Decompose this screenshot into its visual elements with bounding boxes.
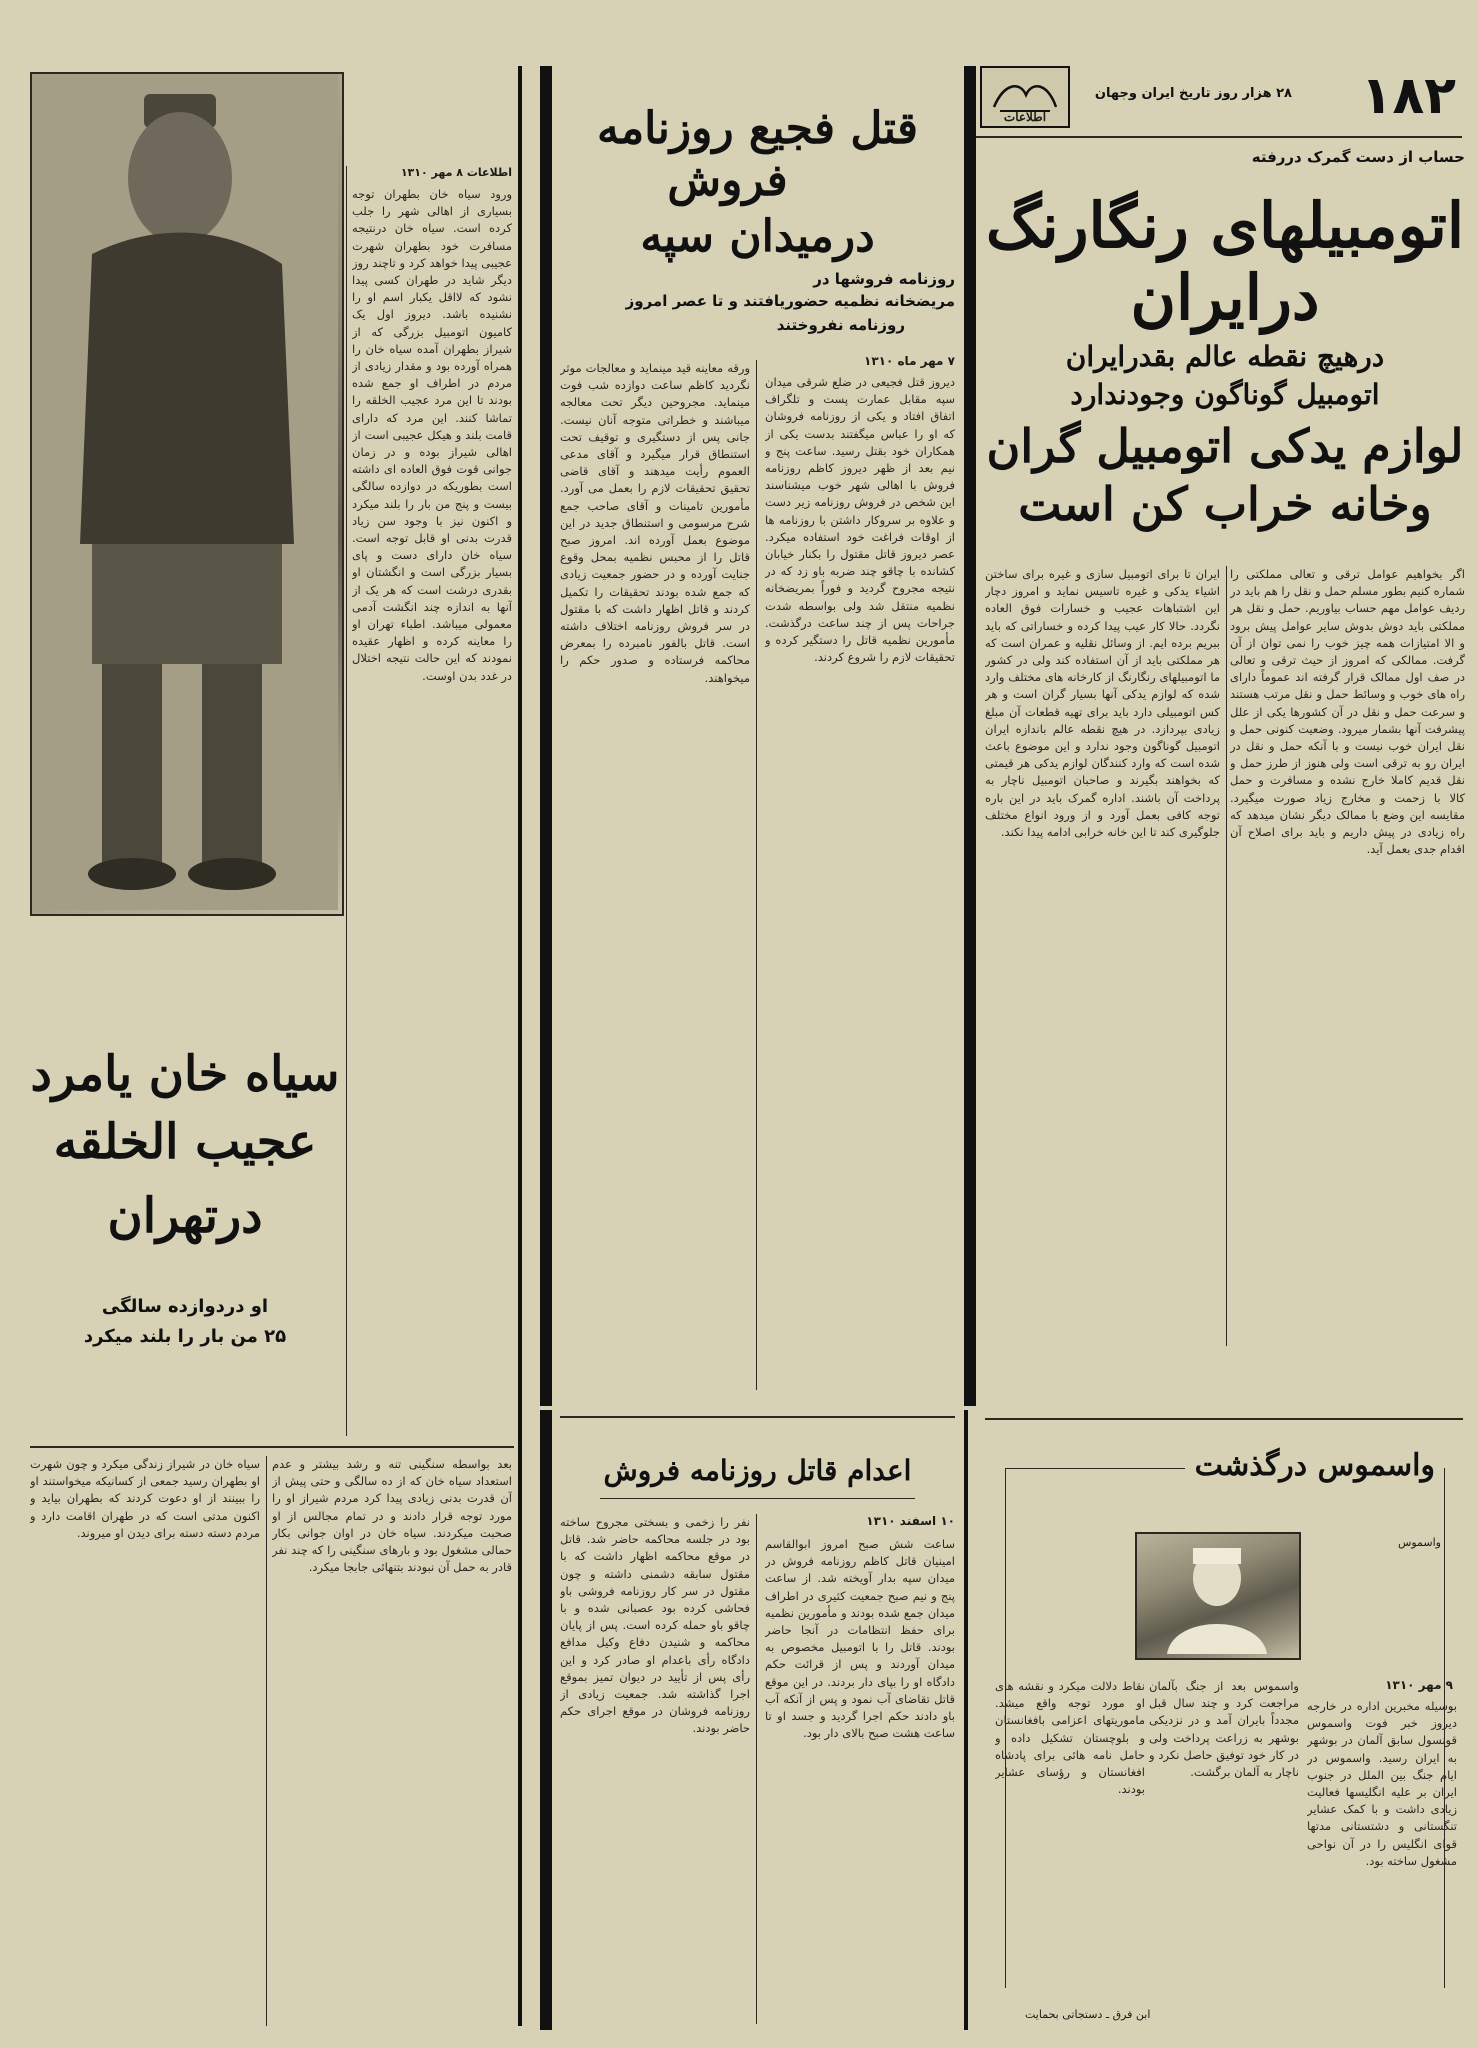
cars-column-2: ایران تا برای اتومبیل سازی و غیره برای ساختن اشیاء یدکی و غیره تاسیس نماید و امروز دچار این اشتباهات عجیب و خسارات فوق العاده نگردد. حالا کار عیب پیدا کرده و خساراتی که باید ببریم برده ایم. از وسائل نقلیه و عمران است که هر مملکتی باید از آن استفاده کند ولی در کشور ما اتومبیلهای رنگارنگ از کارخانه های مختلف وارد شده که لوازم یدکی آنها بسیار گران است و هر کس اتومبیلی دارد باید برای تهیه قطعات آن مبلغ زیادی بپردازد. در هیچ نقطه عالم باندازه ایران اتومبیل گوناگون وجود ندارد و این موضوع باعث شده است که وارد کنندگان لوازم یدکی هر قیمتی که بخواهند بگیرند و صاحبان اتومبیل ناچار به پرداخت آن باشند. اداره گمرک باید در این باره توجه کافی بعمل آورد و از ورود انواع مختلف جلوگیری کند تا این خانه خرابی ادامه پیدا نکند.: [985, 567, 1220, 840]
murder-column-a: دیروز قتل فجیعی در ضلع شرقی میدان سپه مقابل عمارت پست و تلگراف اتفاق افتاد و یکی از روزنامه فروشان که او را عباس میگفتند بدست یکی از همکاران خود بقتل رسید. ساعت پنج و نیم بعد از ظهر دیروز کاظم روزنامه فروش با اهالی شهر خوب میشناسند این شخص در فروش روزنامه زیر دست و علاوه بر سروکار داشتن با روزنامه ها از اوقات فراغت خود استفاده میکرد. عصر دیروز قاتل مقتول را بکنار خیابان کشانده با چاقو چند ضربه باو زد که در نتیجه مجروح گردید و فوراً بمریضخانه نظمیه منتقل شد ولی بواسطه شدت جراحات پس از چند ساعت درگذشت. مأمورین نظمیه قاتل را دستگیر کرده و تحقیقات لازم را شروع کردند.: [765, 375, 955, 665]
wassmuss-title: واسموس درگذشت: [1185, 1446, 1445, 1486]
execution-title: اعدام قاتل روزنامه فروش: [603, 1454, 912, 1487]
wassmuss-dateline: ۹ مهر ۱۳۱۰: [1385, 1678, 1453, 1692]
siyah-khan-dateline: اطلاعات ۸ مهر ۱۳۱۰: [400, 166, 512, 179]
murder-deck-1: روزنامه فروشها در: [813, 270, 955, 288]
murder-column-b-top: ورقه معاینه قید مینماید و معالجات موثر نگردید کاظم ساعت دوازده شب فوت مینماید. مجروحین دیگر تحت معالجه میباشند و خطراتی متوجه آنان نیست. جانی پس از دستگیری و توقیف تحت استنطاق قرار میگیرد و آقای مدعی العموم رأیت میدهند و آقای قاضی تحقیق تحقیقات لازم را بعمل می آورد. مأمورین تامینات و آقای صاحب جمع شرح مرسومی و استنطاق جدید در این موضوع بعمل آورده اند. امروز صبح قاتل را از محبس نظمیه بمحل وقوع جنایت آورده و در حضور جمعیت زیادی که جمع شده بودند تحقیقات را تکمیل کردند و قاتل اظهار داشت که با مقتول در سر فروش روزنامه اختلاف داشته است. قاتل بالفور نامبرده را بمعرض محاکمه فرستاده و صدور حکم را میخواهند.: [560, 361, 750, 685]
murder-deck-2: مریضخانه نظمیه حضوریافتند و تا عصر امروز: [625, 292, 955, 310]
murder-title-line3: درمیدان سپه: [640, 211, 875, 262]
murder-title-line2: فروش: [667, 155, 788, 206]
article-wassmuss: [985, 1428, 1465, 2028]
page-number: ۱۸۲: [1360, 66, 1456, 126]
execution-dateline: ۱۰ اسفند ۱۳۱۰: [866, 1514, 955, 1528]
newspaper-logo: [980, 66, 1070, 128]
portrait-figure-icon: [1137, 1534, 1295, 1654]
siyah-khan-title-line3: درتهران: [107, 1188, 263, 1244]
article-execution: [560, 1420, 955, 2030]
wassmuss-column-a: بوسیله مخبرین اداره در خارجه دیروز خبر فوت واسموس قونسول سابق آلمان در بوشهر به ایران رسید. واسموس در ایام جنگ بین الملل در جنوب ایران بر علیه انگلیسها فعالیت زیادی داشت و با کمک عشایر تنگستانی و دشتستانی مدتها قوای انگلیس را در آن نواحی مشغول ساخته بود.: [1307, 1699, 1457, 1868]
siyah-khan-column-top: ورود سیاه خان بطهران توجه بسیاری از اهالی شهر را جلب کرده است. سیاه خان درنتیجه مسافرت خود بطهران شهرت عجیبی پیدا خواهد کرد و تاچند روز دیگر شاید در طهران کسی پیدا نشود که لااقل یکبار اسم او را نشنیده باشد. دیروز اول یک کامیون اتومبیل بزرگی که از شیراز بطهران آمده سیاه خان را همراه آورده بود و مقدار زیادی از مردم در اطراف او جمع شده بودند تا این مرد عجیب الخلقه را تماشا کنند. این مرد که دارای قامت بلند و هیکل عجیبی است از اهالی شیراز بوده و در زمان جوانی قوت فوق العاده ای داشته است بطوریکه در دوازده سالگی بیست و پنج من بار را بلند میکرد و اکنون نیز با وجود سن زیاد قدرت بدنی او قابل توجه است. سیاه خان دارای دست و پای بسیار بزرگی است و انگشتان او بقدری درشت است که هر یک از آنها به اندازه چند انگشت آدمی معمولی میباشد. اطباء تهران او را معاینه کرده و اظهار عقیده نمودند که این حالت نتیجه اختلال در غدد بدن اوست.: [352, 187, 512, 683]
cars-kicker: حساب از دست گمرک دررفته: [1251, 148, 1465, 166]
cars-subtitle-1: درهیچ نقطه عالم بقدرایران: [1065, 340, 1385, 373]
murder-dateline: ۷ مهر ماه ۱۳۱۰: [864, 354, 955, 368]
cars-title-line1: اتومبیلهای رنگارنگ: [985, 189, 1465, 262]
series-title: ۲۸ هزار روز تاریخ ایران وجهان: [1094, 86, 1292, 101]
siyah-khan-title-line2: عجیب الخلقه: [53, 1114, 317, 1170]
wassmuss-column-b: واسموس بعد از جنگ بآلمان مراجعت کرد و چند سال قبل مجدداً بایران آمد و در نزدیکی بوشهر به زراعت پرداخت ولی در کار خود توفیق حاصل نکرد و ناچار به آلمان برگشت.: [1149, 1679, 1299, 1780]
siyah-khan-title-line1: سیاه خان یامرد: [30, 1046, 340, 1102]
logo-text: اطلاعات: [1003, 110, 1047, 124]
siyah-khan-sub-2: ۲۵ من بار را بلند میکرد: [83, 1326, 287, 1347]
wassmuss-photo-caption: واسموس: [1397, 1536, 1441, 1549]
murder-deck-3: روزنامه نفروختند: [776, 316, 905, 334]
wassmuss-photo: [1135, 1532, 1301, 1660]
article-cars: [985, 140, 1465, 1410]
execution-column-a: ساعت شش صبح امروز ابوالقاسم امینیان قاتل کاظم روزنامه فروش در میدان سپه بدار آویخته شد. از ساعت پنج و نیم صبح جمعیت کثیری در اطراف میدان جمع شده بودند و مأمورین نظمیه برای حفظ انتظامات در آنجا حاضر بودند. قاتل را با اتومبیل مخصوص به میدان آوردند و پس از قرائت حکم دادگاه او را بپای دار بردند. در این موقع قاتل تقاضای آب نمود و پس از آنکه آب باو دادند حکم اجرا گردید و جسد او تا ساعت هشت صبح بالای دار بود.: [765, 1537, 955, 1741]
cars-title-line2: درایران: [1130, 261, 1320, 334]
cars-subtitle-4: وخانه خراب کن است: [1018, 477, 1432, 531]
siyah-khan-photo: [30, 72, 344, 916]
wassmuss-column-c: نقاط دلالت میکرد و نقشه های او مورد توجه واقع میشد. ماموریتهای اعزامی بافغانستان و بلوچستان تشکیل داده و حامل نامه هائی برای پادشاه افغانستان و رؤسای عشایر بودند.: [995, 1679, 1145, 1797]
siyah-khan-sub-1: او دردوازده سالگی: [101, 1296, 269, 1317]
execution-column-b: نفر را زخمی و بسختی مجروح ساخته بود در جلسه محاکمه حاضر شد. قاتل در موقع محاکمه اظهار داشت که با مقتول سابقه دشمنی داشته و چون مقتول در سر کار روزنامه فروشی باو فحاشی کرده بود عصبانی شده و با چاقو باو حمله کرده است. پس از پایان محاکمه و شنیدن دفاع وکیل مدافع دادگاه رأی باعدام او صادر کرد و این رأی پس از تأیید در دیوان تمیز بموقع اجرا گذاشته شد. جمعیت زیادی از روزنامه فروشان در موقع اجرای حکم حاضر بودند.: [560, 1515, 750, 1736]
cars-column-1: اگر بخواهیم عوامل ترقی و تعالی مملکتی را شماره کنیم بطور مسلم حمل و نقل را هم باید در ردیف عوامل مهم حساب بیاوریم. حمل و نقل هر مملکتی باید دوش بدوش سایر عوامل پیش برود و الا امتیازات همه چیز خوب را نمی توان از آن گرفت. ممالکی که امروز از حیث ترقی و تعالی در صف اول ممالک قرار گرفته اند عموماً دارای راه های خوب و وسائط حمل و نقل مرتب هستند و سرعت حمل و نقل در آن کشورها یکی از علل پیشرفت آنها بشمار میرود. وضعیت کنونی حمل و نقل ایران خوب نیست و با آنکه حمل و نقل در ایران رو به ترقی است ولی هنوز از طرز حمل و نقل قدیم کاملا خارج نشده و مسافرت و حمل کالا با زحمت و مخارج زیاد صورت میگیرد. مقایسه این وضع با ممالک دیگر نشان میدهد که راه زیادی در پیش داریم و باید برای اصلاح آن اقدام جدی بعمل آید.: [1230, 567, 1465, 857]
siyah-khan-text-top: [352, 166, 512, 1436]
wassmuss-signature: ابن فرق ـ دستجاتی بحمایت: [1025, 2008, 1151, 2021]
siyah-khan-column-bottom-b: سیاه خان در شیراز زندگی میکرد و چون شهرت او بطهران رسید جمعی از کسانیکه میخواستند او را ببینند از او دعوت کردند که بطهران بیاید و اکنون مدتی است که در طهران اقامت دارد و مردم دسته دسته برای دیدن او میروند.: [30, 1457, 260, 1540]
seated-man-figure-icon: [32, 74, 338, 910]
cars-subtitle-2: اتومبیل گوناگون وجودندارد: [1070, 378, 1380, 411]
article-murder: [560, 60, 955, 1400]
cars-subtitle-3: لوازم یدکی اتومبیل گران: [986, 419, 1464, 473]
siyah-khan-title-box: [30, 936, 340, 1456]
siyah-khan-column-bottom-a: بعد بواسطه سنگینی تنه و رشد بیشتر و عدم استعداد سیاه خان که از ده سالگی و حتی پیش از آن قدرت بدنی زیادی پیدا کرد مردم شیراز او را مورد توجه قرار دادند و در تمام مجالس از او صحبت میکردند. سیاه خان در اوان جوانی بکار حمالی مشغول بود و بارهای سنگینی را که چند نفر قادر به حمل آن نبودند بتنهائی جابجا میکرد.: [272, 1457, 512, 1575]
murder-title-line1: قتل فجیع روزنامه: [597, 103, 918, 154]
masthead: [972, 60, 1462, 138]
